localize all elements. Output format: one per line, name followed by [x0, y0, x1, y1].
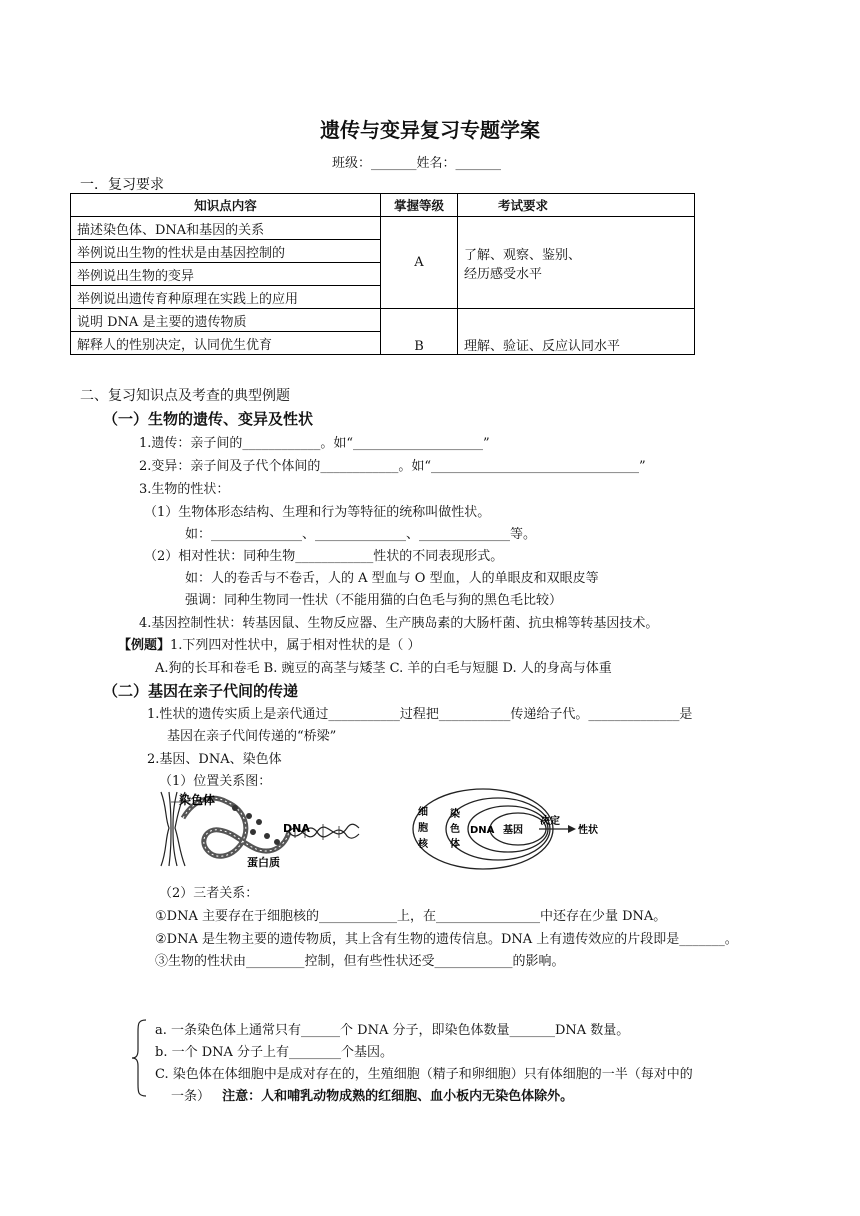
decide-label: 决定	[540, 816, 560, 827]
table-cell: 说明 DNA 是主要的遗传物质	[71, 309, 381, 332]
requirements-table	[70, 193, 695, 355]
chromosome-label: 染	[450, 809, 460, 820]
note-c-tail: 一条）	[171, 1089, 211, 1104]
requirement-line: 了解、观察、鉴别、	[464, 247, 582, 263]
text-line: ③生物的性状由_________控制，但有些性状还受____________的影响。	[155, 954, 565, 969]
note-c: C. 染色体在体细胞中是成对存在的，生殖细胞（精子和卵细胞）只有体细胞的一半（每对中的	[155, 1067, 693, 1082]
text-line: 3.生物的性状：	[139, 482, 230, 497]
section-1-heading: 一．复习要求	[80, 177, 164, 193]
table-cell: 描述染色体、DNA和基因的关系	[71, 217, 381, 240]
chromosome-label: 色	[450, 824, 460, 835]
section-2-heading: 二、复习知识点及考查的典型例题	[80, 388, 290, 404]
text-line: 如：人的卷舌与不卷舌，人的 A 型血与 O 型血，人的单眼皮和双眼皮等	[185, 571, 599, 586]
table-cell: 举例说出生物的变异	[71, 263, 381, 286]
cell-nucleus-label: 胞	[418, 823, 428, 834]
example-text: 1.下列四对性状中，属于相对性状的是（ ）	[170, 638, 421, 653]
cell-nucleus-label: 细	[418, 807, 428, 818]
text-line: （1）位置关系图：	[159, 774, 272, 789]
text-line: 2.变异：亲子间及子代个体间的____________。如“________________________________”	[139, 459, 646, 474]
text-line: 如：______________、______________、______________等。	[185, 527, 537, 542]
example-options: A.狗的长耳和卷毛 B. 豌豆的高茎与矮茎 C. 羊的白毛与短腿 D. 人的身高与体重	[155, 661, 612, 676]
example-label: 【例题】	[118, 638, 171, 653]
part-2-heading: （二）基因在亲子代间的传递	[103, 682, 299, 700]
page-title: 遗传与变异复习专题学案	[320, 118, 540, 142]
table-header: 知识点内容	[71, 194, 381, 217]
table-cell-requirement: 理解、验证、反应认同水平	[458, 309, 695, 355]
protein-label: 蛋白质	[247, 856, 280, 869]
table-header: 掌握等级	[381, 194, 458, 217]
text-line: 4.基因控制性状：转基因鼠、生物反应器、生产胰岛素的大肠杆菌、抗虫棉等转基因技术。	[139, 616, 659, 631]
table-cell: 举例说出生物的性状是由基因控制的	[71, 240, 381, 263]
nested-relation-figure	[408, 786, 608, 872]
table-cell: 解释人的性别决定，认同优生优育	[71, 332, 381, 355]
note-c-continued	[171, 1085, 573, 1104]
class-name-line: 班级：_______姓名：_______	[332, 156, 502, 171]
text-line: ①DNA 主要存在于细胞核的____________上，在________________中还存在少量 DNA。	[155, 909, 667, 924]
table-cell-level: B	[381, 309, 458, 355]
dna-label: DNA	[470, 825, 495, 836]
note-a: a. 一条染色体上通常只有______个 DNA 分子，即染色体数量_______DNA 数量。	[155, 1023, 630, 1038]
table-cell-requirement	[458, 217, 695, 309]
cell-nucleus-label: 核	[418, 839, 428, 850]
note-attention: 注意：人和哺乳动物成熟的红细胞、血小板内无染色体除外。	[222, 1089, 574, 1104]
part-1-heading: （一）生物的遗传、变异及性状	[103, 410, 314, 428]
gene-label: 基因	[503, 825, 523, 836]
note-b: b. 一个 DNA 分子上有________个基因。	[155, 1045, 394, 1060]
text-line: 1.性状的遗传实质上是亲代通过___________过程把___________传递给子代。______________是	[147, 707, 693, 722]
text-line: （1）生物体形态结构、生理和行为等特征的统称叫做性状。	[144, 505, 491, 520]
text-line: 强调：同种生物同一性状（不能用猫的白色毛与狗的黑色毛比较）	[185, 593, 563, 608]
dna-label: DNA	[283, 822, 310, 835]
table-cell-level: A	[381, 217, 458, 309]
text-line: 基因在亲子代间传递的“桥梁”	[167, 729, 337, 744]
text-line: 2.基因、DNA、染色体	[147, 752, 282, 767]
chromosome-label: 染色体	[179, 793, 216, 807]
chromosome-dna-figure	[155, 788, 360, 870]
chromosome-label: 体	[450, 839, 460, 850]
table-header: 考试要求	[458, 194, 695, 217]
trait-label: 性状	[578, 825, 598, 836]
table-cell: 举例说出遗传育种原理在实践上的应用	[71, 286, 381, 309]
text-line: （2）相对性状：同种生物____________性状的不同表现形式。	[144, 549, 504, 564]
text-line: （2）三者关系：	[159, 886, 259, 901]
text-line: 1.遗传：亲子间的____________。如“____________________”	[139, 436, 490, 451]
brace-icon	[130, 1018, 148, 1098]
requirement-line: 经历感受水平	[464, 266, 543, 282]
text-line: ②DNA 是生物主要的遗传物质，其上含有生物的遗传信息。DNA 上有遗传效应的片段即是_______。	[155, 932, 738, 947]
example-question	[118, 634, 421, 653]
